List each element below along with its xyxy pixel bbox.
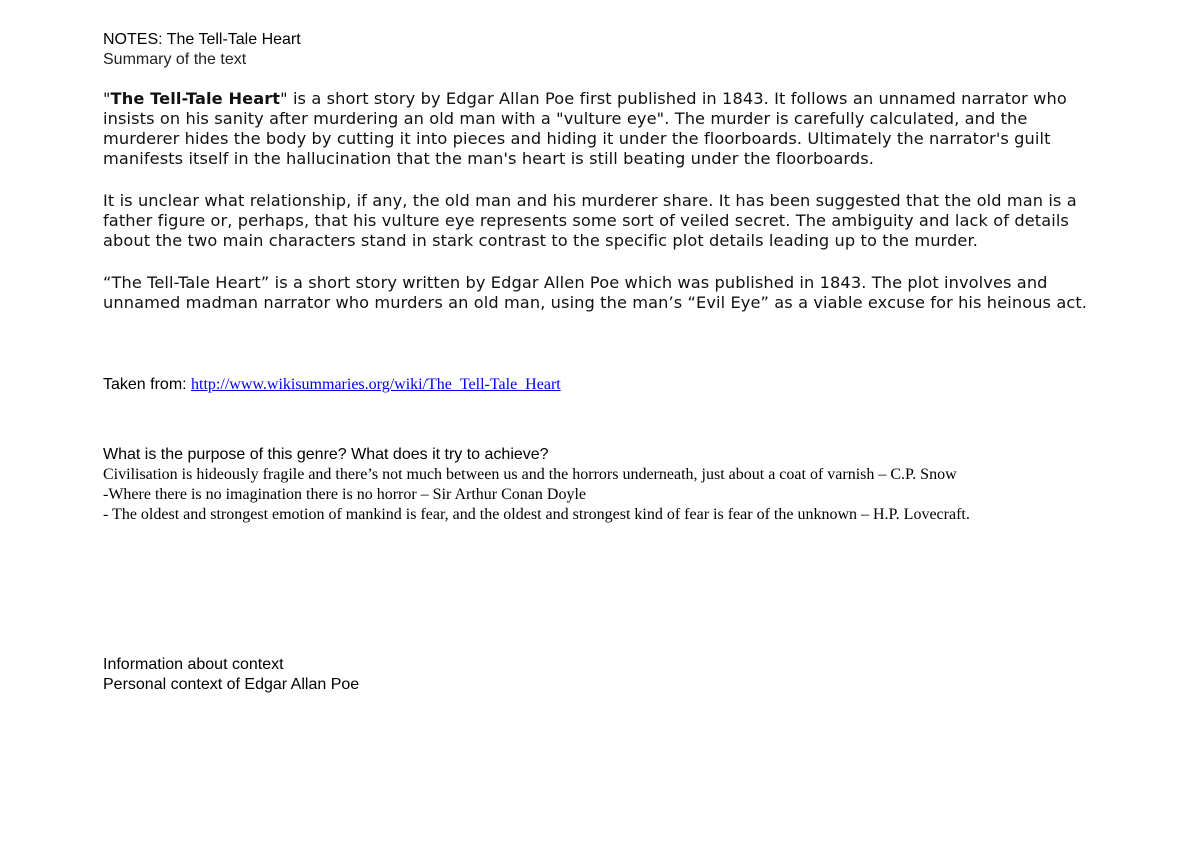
summary-open-quote: " <box>103 89 111 108</box>
page-subtitle: Summary of the text <box>103 51 247 68</box>
summary-paragraph-1 <box>103 89 1103 169</box>
quote-lovecraft: - The oldest and strongest emotion of mankind is fear, and the oldest and strongest kind of fear is fear of the unknown – H.P. Lovecraft. <box>103 506 970 523</box>
quote-snow: Civilisation is hideously fragile and there’s not much between us and the horrors underneath, just about a coat of varnish – C.P. Snow <box>103 466 957 483</box>
context-heading: Information about context <box>103 656 284 673</box>
summary-paragraph-1-text: " is a short story by Edgar Allan Poe first published in 1843. It follows an unnamed narrator who insists on his sanity after murdering an old man with a "vulture eye". The murder is carefully calculated, and the murderer hides the body by cutting it into pieces and hiding it under the floorboards. Ultimately the narrator's guilt manifests itself in the hallucination that the man's heart is still beating under the floorboards. <box>103 89 1067 168</box>
context-subheading: Personal context of Edgar Allan Poe <box>103 676 360 693</box>
source-label: Taken from: <box>103 376 192 393</box>
quote-doyle: -Where there is no imagination there is no horror – Sir Arthur Conan Doyle <box>103 486 586 503</box>
summary-paragraph-2: It is unclear what relationship, if any, the old man and his murderer share. It has been suggested that the old man is a father figure or, perhaps, that his vulture eye represents some sort of veiled secret. The ambiguity and lack of details about the two main characters stand in stark contrast to the specific plot details leading up to the murder. <box>103 191 1077 250</box>
story-title-bold: The Tell-Tale Heart <box>110 89 281 108</box>
source-line <box>103 375 1103 395</box>
source-link[interactable]: http://www.wikisummaries.org/wiki/The_Tell-Tale_Heart <box>191 376 561 393</box>
page-title: NOTES: The Tell-Tale Heart <box>103 31 301 48</box>
summary-paragraph-3: “The Tell-Tale Heart” is a short story written by Edgar Allen Poe which was published in 1843. The plot involves and unnamed madman narrator who murders an old man, using the man’s “Evil Eye” as a viable excuse for his heinous act. <box>103 273 1088 312</box>
document-page <box>103 30 1103 695</box>
genre-question: What is the purpose of this genre? What does it try to achieve? <box>103 446 549 463</box>
